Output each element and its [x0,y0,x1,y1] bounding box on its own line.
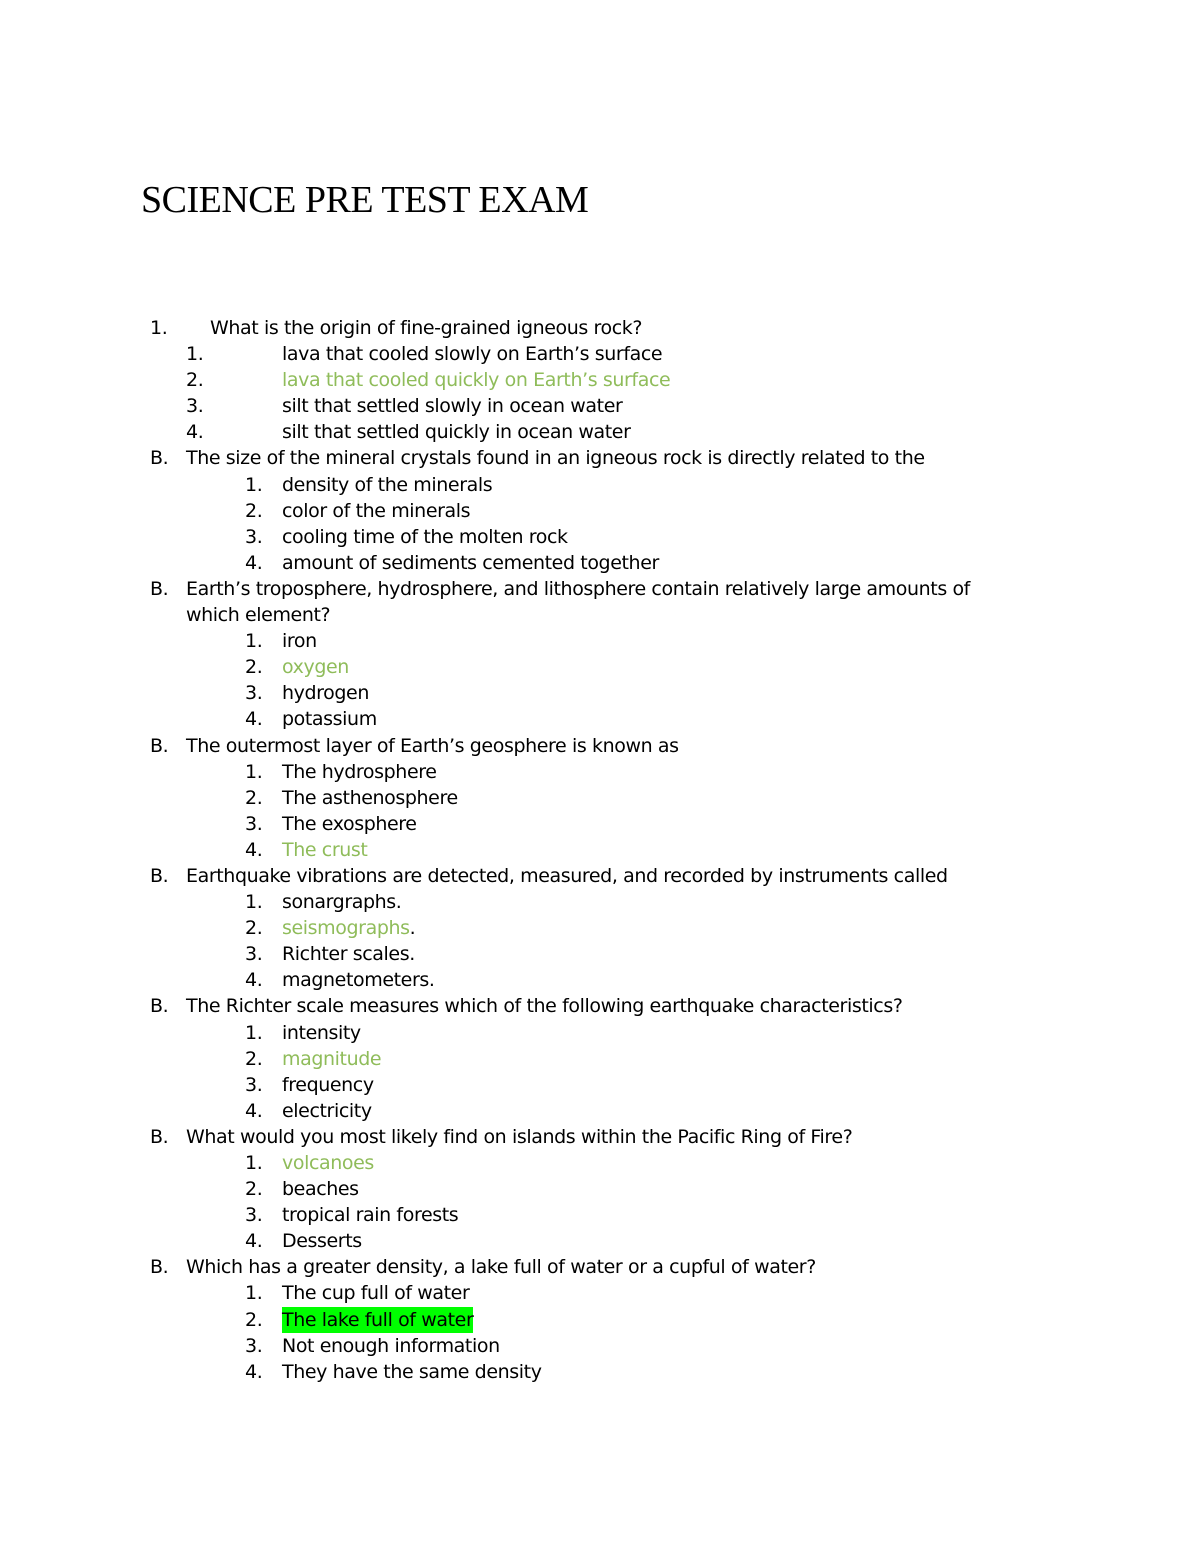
answer-text: silt that settled quickly in ocean water [282,421,631,444]
answer-option [0,472,1200,498]
answer-marker: 2. [245,1178,263,1201]
answer-marker: 2. [245,786,263,809]
answer-marker: 4. [245,551,263,574]
answer-text-wrapper [282,915,415,941]
answer-marker: 1. [245,473,263,496]
answer-text: amount of sediments cemented together [282,551,659,574]
question [0,1254,1200,1280]
answer-marker: 2. [186,369,204,392]
answer-text: frequency [282,1073,374,1096]
answer-option [0,550,1200,576]
question-continuation [0,602,1200,628]
answer-marker: 4. [245,838,263,861]
answer-option [0,393,1200,419]
answer-marker: 3. [245,812,263,835]
answer-text: silt that settled slowly in ocean water [282,395,623,418]
answer-marker: 1. [245,1152,263,1174]
answer-option [0,1176,1200,1202]
question-text: Earthquake vibrations are detected, measured, and recorded by instruments called [186,864,948,887]
answer-option [0,941,1200,967]
answer-option [0,524,1200,550]
answer-text: The asthenosphere [282,786,458,809]
answer-text: iron [282,630,317,653]
answer-marker: 2. [245,656,263,679]
answer-text: magnetometers. [282,969,435,992]
question [0,445,1200,471]
answer-text: cooling time of the molten rock [282,525,568,548]
answer-marker: 1. [186,343,204,366]
answer-text: color of the minerals [282,499,471,522]
answer-option [0,759,1200,785]
question-marker: B. [150,577,169,600]
answer-option [0,1150,1200,1176]
question [0,993,1200,1019]
answer-option [0,1280,1200,1306]
answer-text: intensity [282,1021,361,1044]
answer-text-suffix: . [409,917,416,940]
question [0,576,1200,602]
answer-option [0,837,1200,863]
question [0,863,1200,889]
answer-text-correct: volcanoes [282,1152,374,1174]
answer-marker: 1. [245,760,263,783]
question-marker: 1. [150,317,168,339]
answer-option [0,1072,1200,1098]
answer-option [0,1228,1200,1254]
answer-option [0,889,1200,915]
question-text-continued: which element? [186,604,331,627]
answer-option [0,1098,1200,1124]
answer-text: Desserts [282,1230,362,1253]
question-marker: B. [150,1256,169,1279]
question-text: Earth’s troposphere, hydrosphere, and lithosphere contain relatively large amounts of [186,577,970,600]
answer-marker: 3. [245,1204,263,1227]
answer-marker: 4. [245,1360,263,1383]
answer-marker: 2. [245,499,263,522]
answer-option [0,680,1200,706]
answer-option [0,785,1200,811]
answer-text: The exosphere [282,812,417,835]
answer-option [0,419,1200,445]
question-text: What is the origin of fine-grained igneous rock? [210,317,643,339]
answer-text-correct: oxygen [282,656,349,679]
answer-option [0,1333,1200,1359]
answer-option [0,1359,1200,1385]
answer-text: The hydrosphere [282,760,437,783]
question [0,1124,1200,1150]
answer-marker: 3. [245,525,263,548]
answer-text: lava that cooled slowly on Earth’s surface [282,343,663,366]
answer-marker: 4. [245,969,263,992]
answer-marker: 3. [245,1073,263,1096]
answer-option [0,1307,1200,1333]
answer-option [0,628,1200,654]
answer-marker: 3. [245,682,263,705]
answer-text: sonargraphs. [282,891,402,914]
answer-option [0,341,1200,367]
question-marker: B. [150,864,169,887]
answer-option [0,498,1200,524]
answer-text-correct: magnitude [282,1047,382,1070]
question-text: What would you most likely find on islands within the Pacific Ring of Fire? [186,1125,853,1148]
answer-text: hydrogen [282,682,369,705]
answer-marker: 3. [245,943,263,966]
question-list [0,315,1200,1385]
question-marker: B. [150,734,169,757]
answer-option [0,915,1200,941]
answer-marker: 2. [245,1047,263,1070]
answer-marker: 1. [245,630,263,653]
answer-marker: 2. [245,1308,263,1331]
answer-option [0,706,1200,732]
answer-marker: 4. [245,1230,263,1253]
answer-text-correct: lava that cooled quickly on Earth’s surface [282,369,671,392]
answer-marker: 1. [245,1021,263,1044]
answer-marker: 3. [245,1334,263,1357]
question-text: The size of the mineral crystals found in an igneous rock is directly related to the [186,447,925,470]
answer-marker: 1. [245,1282,263,1305]
answer-option [0,811,1200,837]
question [0,733,1200,759]
answer-marker: 1. [245,891,263,914]
answer-option [0,1046,1200,1072]
answer-text: beaches [282,1178,359,1201]
answer-text: tropical rain forests [282,1204,459,1227]
answer-text: Not enough information [282,1334,500,1357]
answer-marker: 4. [245,1099,263,1122]
question-marker: B. [150,995,169,1018]
answer-marker: 3. [186,395,204,418]
answer-option [0,967,1200,993]
question-text: The Richter scale measures which of the following earthquake characteristics? [186,995,903,1018]
answer-option [0,1020,1200,1046]
question-text: Which has a greater density, a lake full of water or a cupful of water? [186,1256,816,1279]
question-marker: B. [150,447,169,470]
answer-marker: 4. [245,708,263,731]
answer-option [0,1202,1200,1228]
answer-option [0,654,1200,680]
answer-text: density of the minerals [282,473,493,496]
answer-option [0,367,1200,393]
answer-text: Richter scales. [282,943,415,966]
answer-text: electricity [282,1099,372,1122]
answer-text: potassium [282,708,377,731]
answer-text-highlighted: The lake full of water [282,1308,474,1331]
answer-marker: 2. [245,917,263,940]
answer-text-correct: The crust [282,838,368,861]
answer-text-correct: seismographs [282,917,410,940]
question [0,315,1200,341]
answer-text: The cup full of water [282,1282,470,1305]
question-text: The outermost layer of Earth’s geosphere is known as [186,734,679,757]
answer-text: They have the same density [282,1360,542,1383]
question-marker: B. [150,1125,169,1148]
page-title: SCIENCE PRE TEST EXAM [141,179,589,221]
answer-marker: 4. [186,421,204,444]
